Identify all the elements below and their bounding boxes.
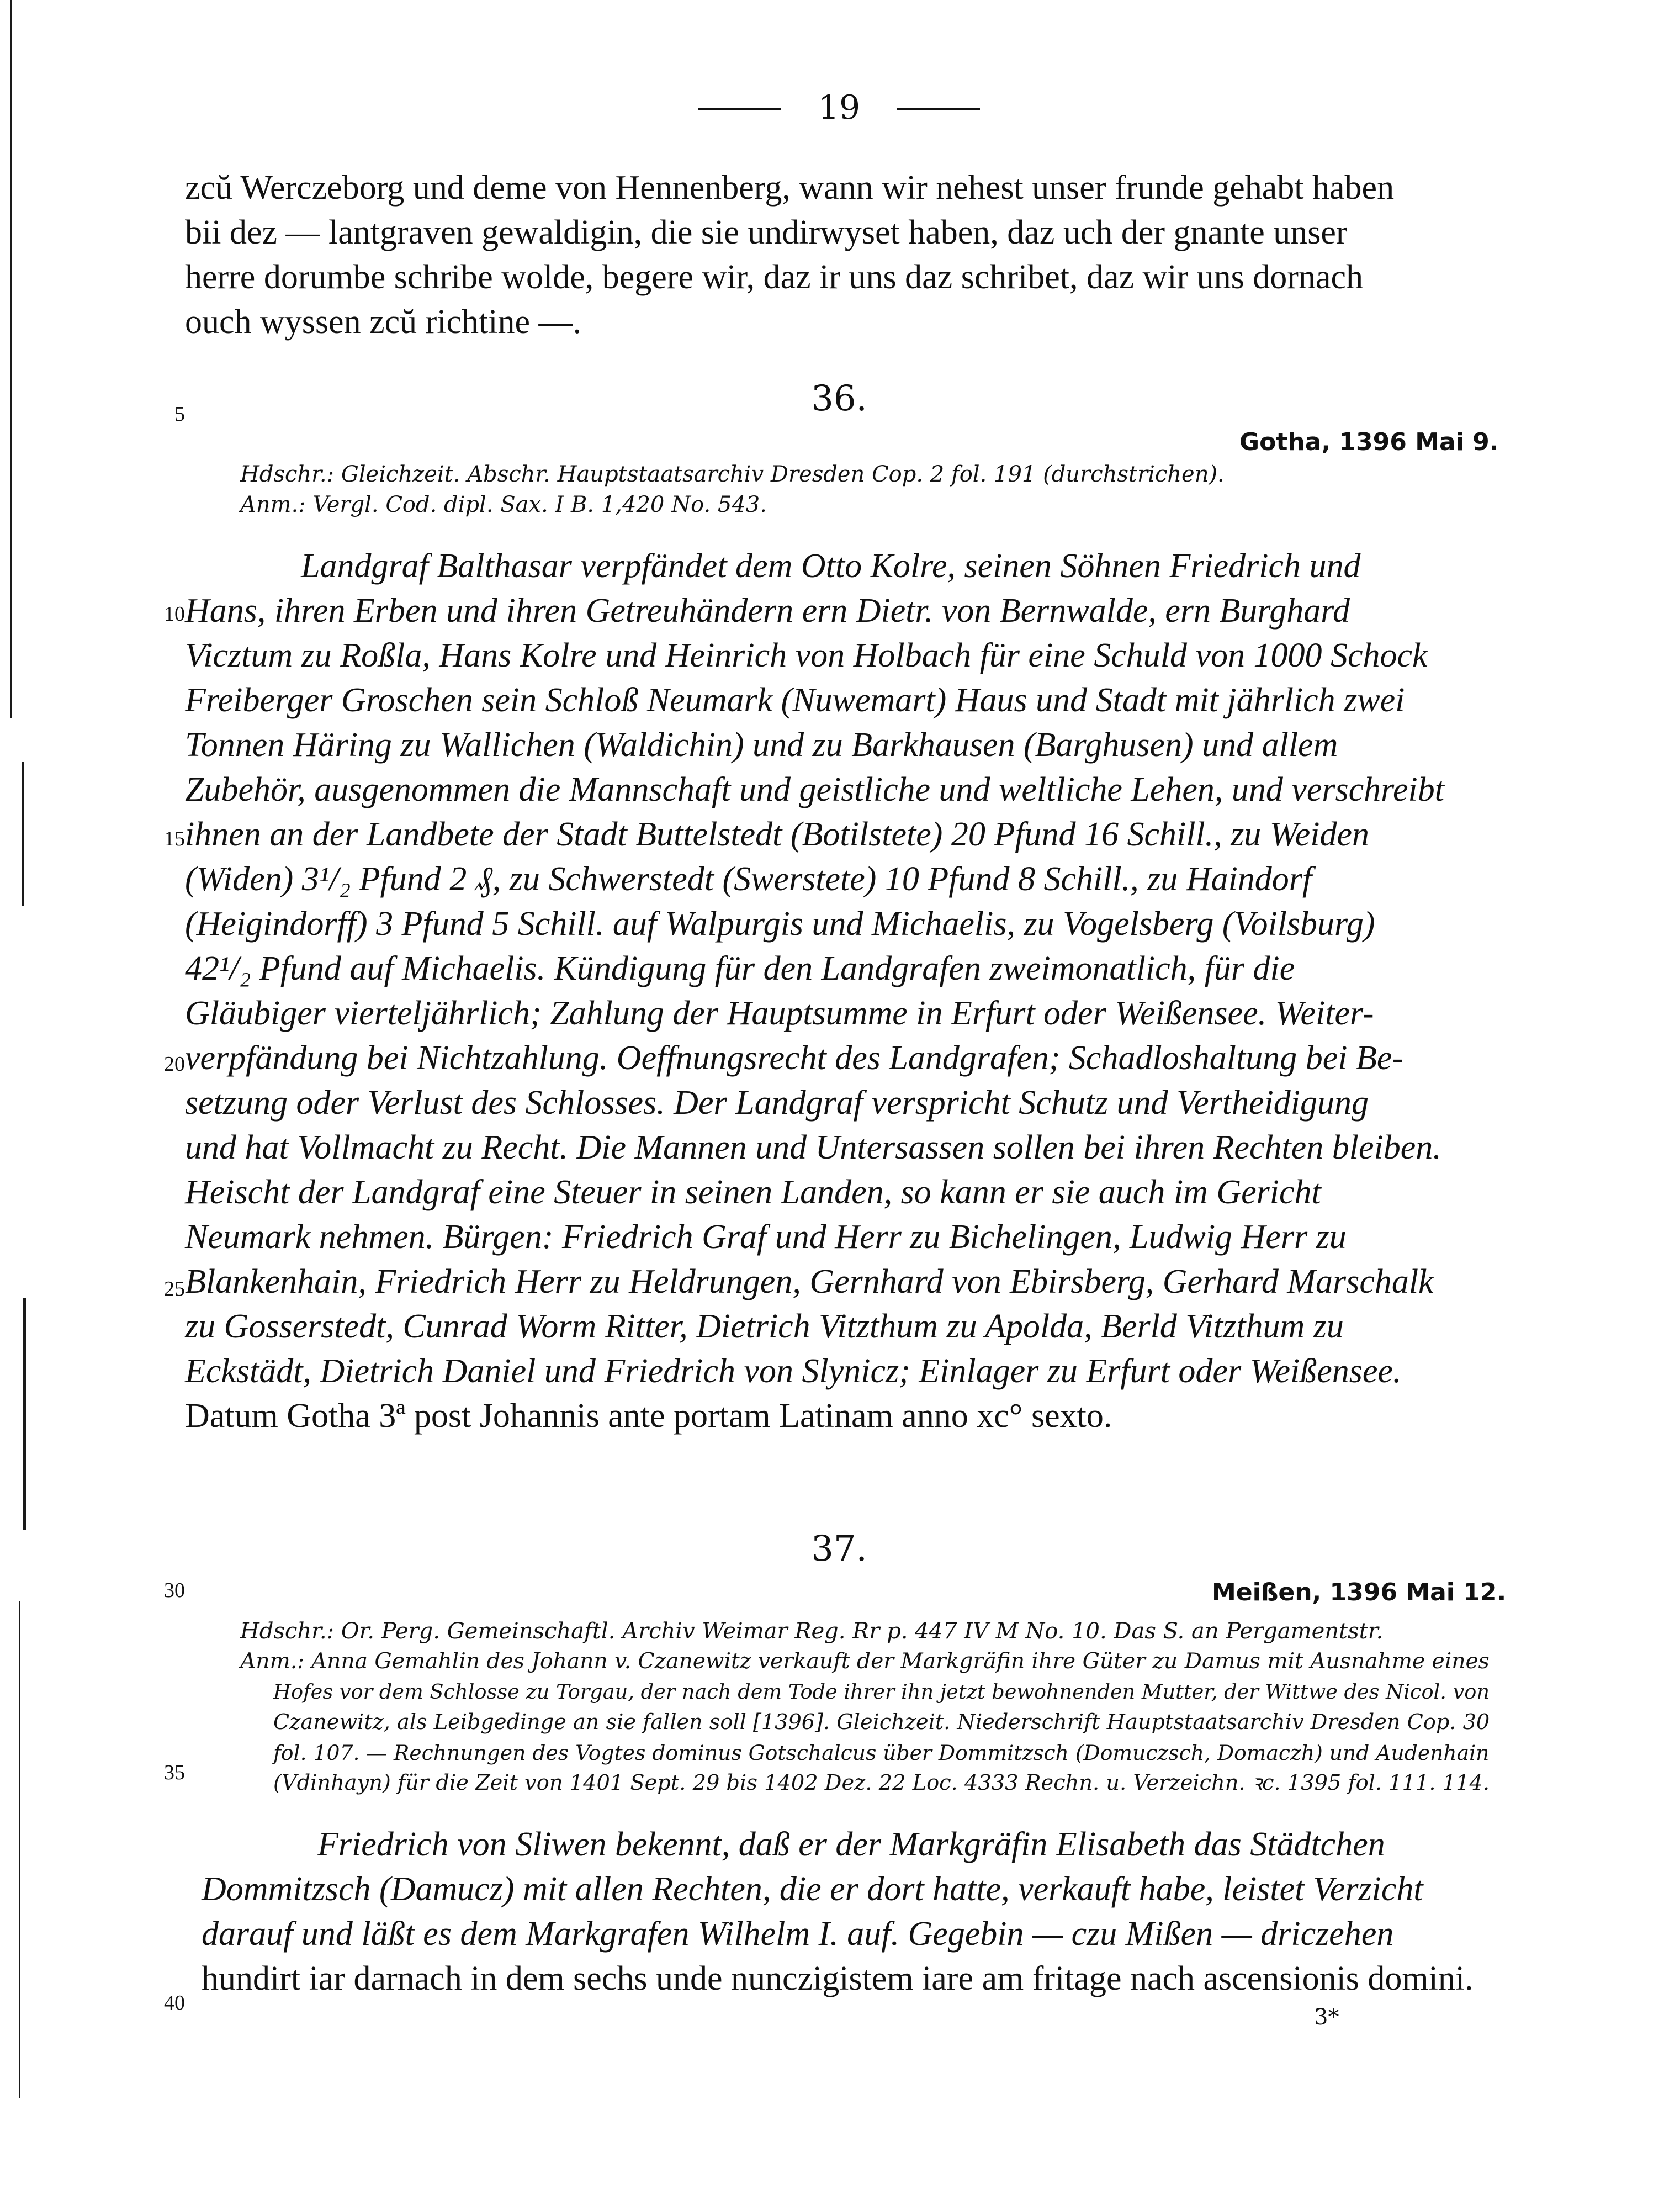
line-number: 10 — [164, 602, 185, 626]
annotation-note: Anm.: Anna Gemahlin des Johann v. Czanewitz verkauft der Markgräfin ihre Güter zu Damus mit Ausnahme eines — [240, 1649, 1490, 1674]
sheet-signature: 3* — [1314, 2005, 1339, 2030]
text-line: herre dorumbe schribe wolde, begere wir, daz ir uns daz schribet, daz wir uns dornach — [185, 258, 1363, 296]
text-line: und hat Vollmacht zu Recht. Die Mannen und Untersassen sollen bei ihren Rechten bleiben. — [185, 1129, 1441, 1166]
manuscript-note: Hdschr.: Or. Perg. Gemeinschaftl. Archiv Weimar Reg. Rr p. 447 IV M No. 10. Das S. an Pergamentstr. — [240, 1619, 1384, 1644]
annotation-note: (Vdinhayn) für die Zeit von 1401 Sept. 29 bis 1402 Dez. 22 Loc. 4333 Rechn. u. Verzeichn. ꝛc. 1395 fol. 111. 114. — [273, 1770, 1490, 1795]
manuscript-note: Hdschr.: Gleichzeit. Abschr. Hauptstaatsarchiv Dresden Cop. 2 fol. 191 (durchstrichen). — [240, 462, 1225, 487]
annotation-note: Czanewitz, als Leibgedinge an sie fallen soll [1396]. Gleichzeit. Niederschrift Hauptstaatsarchiv Dresden Cop. 30 — [273, 1710, 1490, 1735]
text-line: Dommitzsch (Damucz) mit allen Rechten, die er dort hatte, verkauft habe, leistet Verzicht — [202, 1870, 1423, 1908]
text-line: bii dez — lantgraven gewaldigin, die sie undirwyset haben, daz uch der gnante unser — [185, 214, 1348, 251]
line-number: 20 — [164, 1053, 185, 1076]
text-line: Hans, ihren Erben und ihren Getreuhändern ern Dietr. von Bernwalde, ern Burghard — [185, 592, 1350, 630]
text-line: Zubehör, ausgenommen die Mannschaft und geistliche und weltliche Lehen, und verschreibt — [185, 771, 1444, 808]
text-line: setzung oder Verlust des Schlosses. Der Landgraf verspricht Schutz und Vertheidigung — [185, 1084, 1369, 1122]
text-line: darauf und läßt es dem Markgrafen Wilhelm I. auf. Gegebin — czu Mißen — driczehen — [202, 1915, 1394, 1953]
text-line: ouch wyssen zcŭ richtine —. — [185, 303, 581, 341]
header-rule-left — [698, 108, 781, 110]
text-line: verpfändung bei Nichtzahlung. Oeffnungsrecht des Landgrafen; Schadloshaltung bei Be- — [185, 1039, 1404, 1077]
text-line: (Widen) 3¹/₂ Pfund 2 ₰, zu Schwerstedt (Swerstete) 10 Pfund 8 Schill., zu Haindorf — [185, 860, 1312, 898]
line-number: 35 — [164, 1761, 185, 1784]
dating-line: Datum Gotha 3ª post Johannis ante portam Latinam anno xc° sexto. — [185, 1397, 1112, 1435]
text-line: zcŭ Werczeborg und deme von Hennenberg, wann wir nehest unser frunde gehabt haben — [185, 169, 1395, 207]
scan-edge-line — [22, 762, 24, 906]
text-line: Blankenhain, Friedrich Herr zu Heldrungen, Gernhard von Ebirsberg, Gerhard Marschalk — [185, 1263, 1434, 1300]
line-number: 25 — [164, 1277, 185, 1300]
document-number: 37. — [811, 1529, 867, 1569]
scan-edge-line — [19, 1601, 20, 2098]
page-header — [0, 83, 1680, 133]
text-line: Tonnen Häring zu Wallichen (Waldichin) und zu Barkhausen (Barghusen) und allem — [185, 726, 1338, 764]
text-line: Neumark nehmen. Bürgen: Friedrich Graf und Herr zu Bichelingen, Ludwig Herr zu — [185, 1218, 1347, 1256]
page-number: 19 — [818, 88, 861, 127]
text-line: 42¹/₂ Pfund auf Michaelis. Kündigung für den Landgrafen zweimonatlich, für die — [185, 950, 1295, 987]
header-rule-right — [897, 108, 980, 110]
text-line: Freiberger Groschen sein Schloß Neumark (Nuwemart) Haus und Stadt mit jährlich zwei — [185, 681, 1405, 719]
line-number: 5 — [174, 403, 185, 426]
document-date: Meißen, 1396 Mai 12. — [1212, 1578, 1507, 1606]
annotation-note: fol. 107. — Rechnungen des Vogtes dominus Gotschalcus über Dommitzsch (Domuczsch, Domaczh) und Audenhain — [273, 1741, 1490, 1765]
line-number: 40 — [164, 1991, 185, 2014]
text-line: Landgraf Balthasar verpfändet dem Otto Kolre, seinen Söhnen Friedrich und — [301, 547, 1361, 585]
text-line: Friedrich von Sliwen bekennt, daß er der Markgräfin Elisabeth das Städtchen — [317, 1826, 1385, 1863]
text-line: (Heigindorff) 3 Pfund 5 Schill. auf Walpurgis und Michaelis, zu Vogelsberg (Voilsburg) — [185, 905, 1375, 943]
annotation-note: Anm.: Vergl. Cod. dipl. Sax. I B. 1,420 No. 543. — [240, 492, 767, 517]
text-line: Eckstädt, Dietrich Daniel und Friedrich von Slynicz; Einlager zu Erfurt oder Weißensee. — [185, 1352, 1402, 1390]
text-line: ihnen an der Landbete der Stadt Buttelstedt (Botilstete) 20 Pfund 16 Schill., zu Weiden — [185, 816, 1369, 853]
line-number: 15 — [164, 827, 185, 850]
text-line: Heischt der Landgraf eine Steuer in seinen Landen, so kann er sie auch im Gericht — [185, 1173, 1321, 1211]
text-line: Gläubiger vierteljährlich; Zahlung der Hauptsumme in Erfurt oder Weißensee. Weiter- — [185, 995, 1374, 1032]
annotation-note: Hofes vor dem Schlosse zu Torgau, der nach dem Tode ihrer ihn jetzt bewohnenden Mutter, der Wittwe des Nicol. von — [273, 1680, 1490, 1704]
scan-edge-line — [23, 1298, 26, 1530]
text-line: Vicztum zu Roßla, Hans Kolre und Heinrich von Holbach für eine Schuld von 1000 Schock — [185, 637, 1428, 674]
text-line: hundirt iar darnach in dem sechs unde nunczigistem iare am fritage nach ascensionis domini. — [202, 1960, 1474, 1997]
document-date: Gotha, 1396 Mai 9. — [1239, 428, 1499, 456]
document-number: 36. — [811, 378, 867, 419]
line-number: 30 — [164, 1579, 185, 1602]
text-line: zu Gosserstedt, Cunrad Worm Ritter, Dietrich Vitzthum zu Apolda, Berld Vitzthum zu — [185, 1308, 1344, 1345]
